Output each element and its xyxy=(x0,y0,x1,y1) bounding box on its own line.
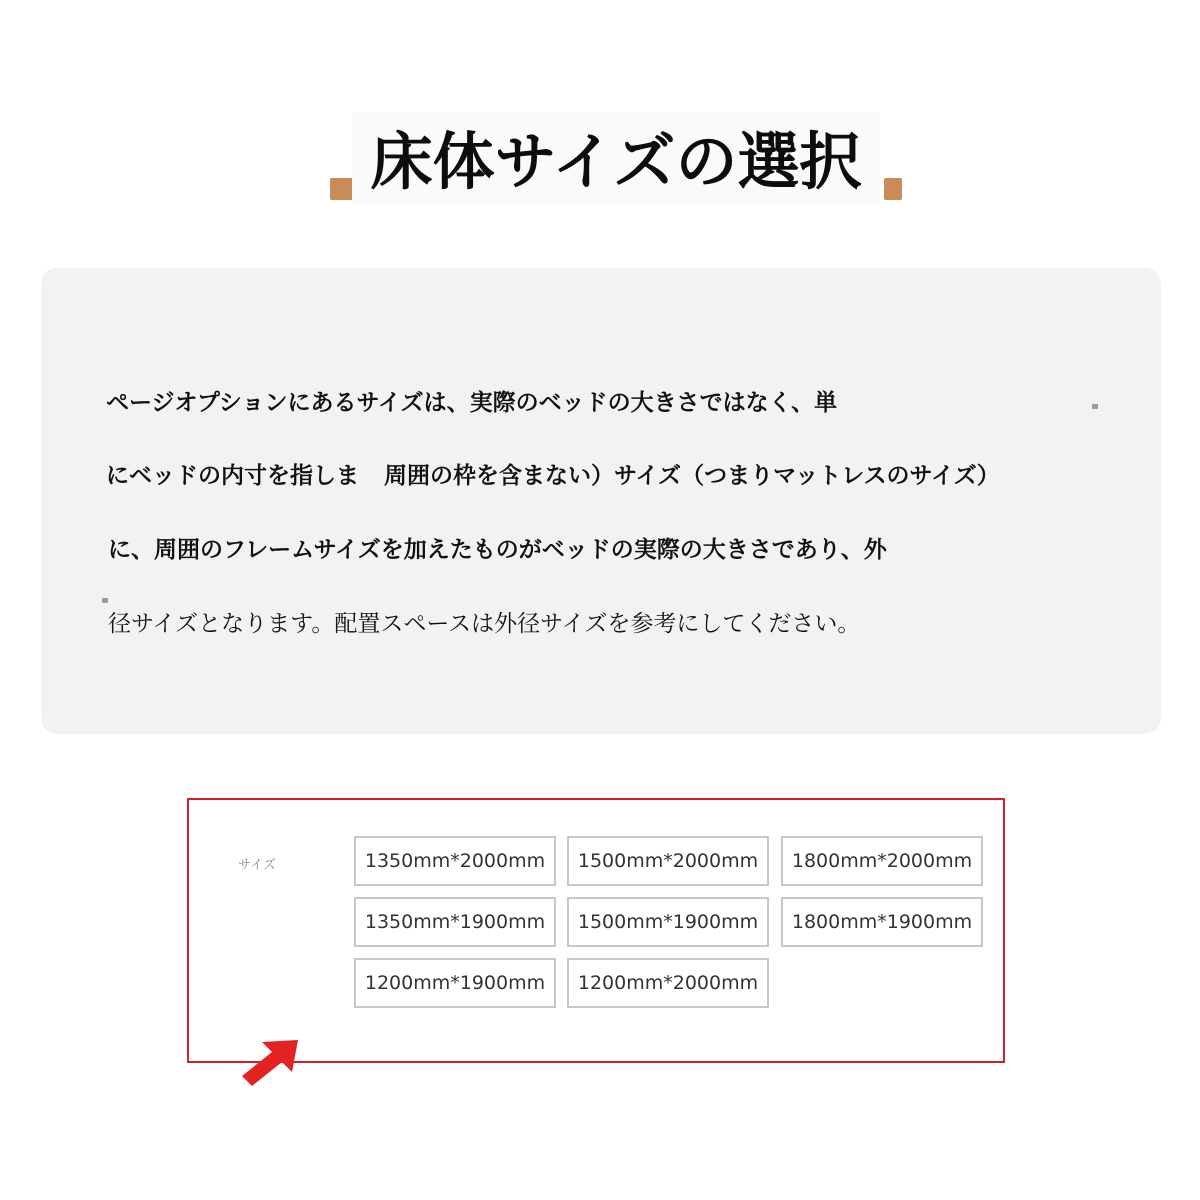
red-pointer-arrow-icon xyxy=(232,1036,304,1088)
notice-line-2b: 周囲の枠を含まない）サイズ（つまりマットレスのサイズ） xyxy=(384,463,1000,489)
size-label: サイズ xyxy=(238,858,276,873)
size-option-1800x2000[interactable]: 1800mm*2000mm xyxy=(781,836,983,886)
notice-line-3: に、周囲のフレームサイズを加えたものがベッドの実際の大きさであり、外 xyxy=(108,537,887,563)
size-option-1200x1900[interactable]: 1200mm*1900mm xyxy=(354,958,556,1008)
title-accent-right xyxy=(884,178,902,200)
speck-mark xyxy=(1092,404,1098,409)
size-option-1350x1900[interactable]: 1350mm*1900mm xyxy=(354,897,556,947)
notice-panel xyxy=(41,268,1161,734)
notice-line-4: 径サイズとなります。配置スペースは外径サイズを参考にしてください。 xyxy=(108,611,861,637)
size-option-1500x1900[interactable]: 1500mm*1900mm xyxy=(567,897,769,947)
size-option-1500x2000[interactable]: 1500mm*2000mm xyxy=(567,836,769,886)
page-title: 床体サイズの選択 xyxy=(370,125,862,198)
notice-line-2a: にベッドの内寸を指しま xyxy=(106,463,359,489)
size-option-1350x2000[interactable]: 1350mm*2000mm xyxy=(354,836,556,886)
notice-line-1: ページオプションにあるサイズは、実際のベッドの大きさではなく、単 xyxy=(106,390,838,416)
size-option-1200x2000[interactable]: 1200mm*2000mm xyxy=(567,958,769,1008)
speck-mark xyxy=(102,598,108,603)
size-option-1800x1900[interactable]: 1800mm*1900mm xyxy=(781,897,983,947)
